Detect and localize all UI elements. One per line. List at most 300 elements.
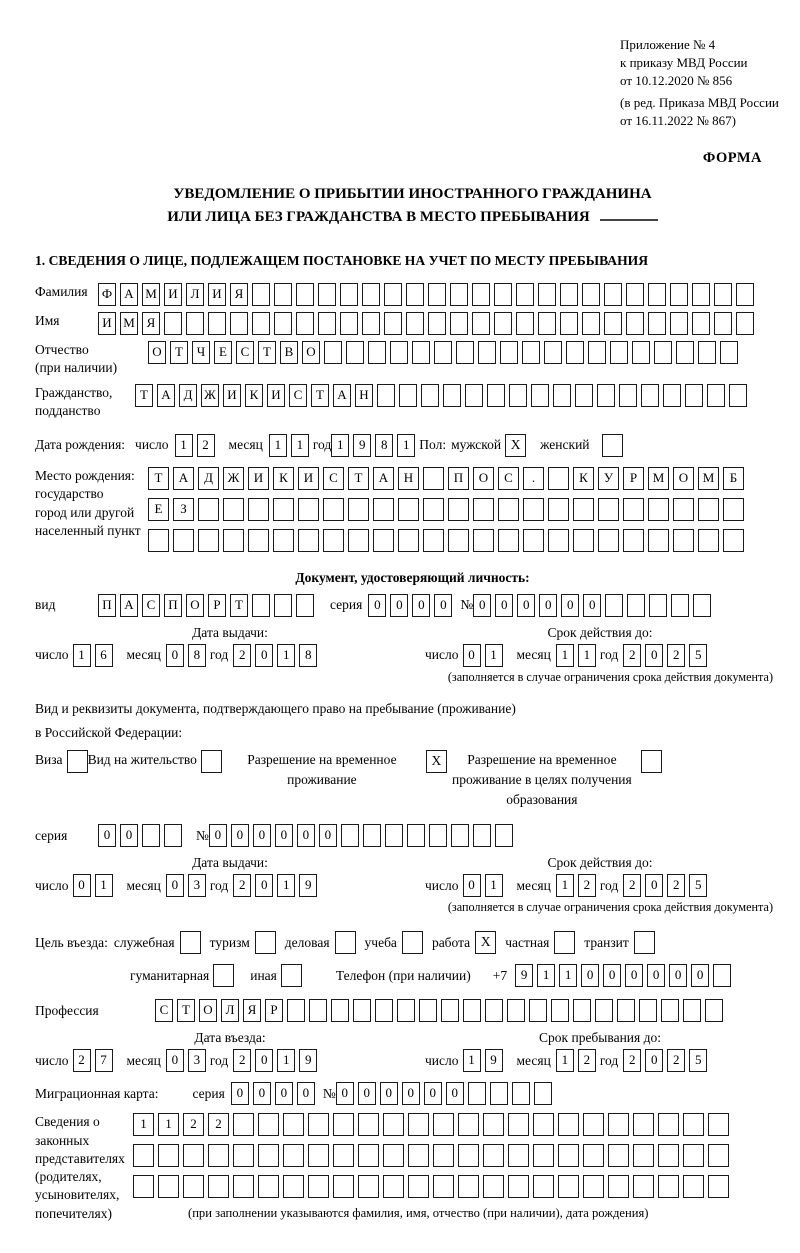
form-cell[interactable]: И [298,467,319,490]
form-cell[interactable] [274,594,292,617]
form-cell[interactable] [252,283,270,306]
form-cell[interactable]: 0 [412,594,430,617]
form-cell[interactable]: С [498,467,519,490]
form-cell[interactable]: С [155,999,173,1022]
form-cell[interactable]: 0 [495,594,513,617]
form-cell[interactable] [223,498,244,521]
form-cell[interactable]: 0 [98,824,116,847]
form-cell[interactable] [333,1144,354,1167]
form-cell[interactable]: Т [177,999,195,1022]
form-cell[interactable] [419,999,437,1022]
form-cell[interactable] [673,529,694,552]
form-cell[interactable] [658,1113,679,1136]
form-cell[interactable] [713,964,731,987]
form-cell[interactable] [708,1175,729,1198]
form-cell[interactable] [698,498,719,521]
form-cell[interactable]: 0 [645,874,663,897]
form-cell[interactable] [233,1144,254,1167]
form-cell[interactable] [133,1175,154,1198]
form-cell[interactable] [428,312,446,335]
form-cell[interactable] [463,999,481,1022]
form-cell[interactable] [362,312,380,335]
form-cell[interactable]: Д [179,384,197,407]
form-cell[interactable] [498,529,519,552]
form-cell[interactable]: Т [311,384,329,407]
purpose-item-checkbox[interactable] [634,931,655,954]
form-cell[interactable] [433,1113,454,1136]
form-cell[interactable]: 0 [358,1082,376,1105]
form-cell[interactable] [230,312,248,335]
form-cell[interactable] [582,312,600,335]
form-cell[interactable] [683,1144,704,1167]
form-cell[interactable] [736,312,754,335]
form-cell[interactable] [407,824,425,847]
form-cell[interactable] [198,498,219,521]
form-cell[interactable]: А [120,283,138,306]
form-cell[interactable] [723,498,744,521]
form-cell[interactable]: О [148,341,166,364]
form-cell[interactable] [341,824,359,847]
form-cell[interactable]: У [598,467,619,490]
form-cell[interactable]: 9 [515,964,533,987]
form-cell[interactable] [683,1175,704,1198]
form-cell[interactable] [308,1144,329,1167]
form-cell[interactable] [529,999,547,1022]
form-cell[interactable]: 0 [336,1082,354,1105]
form-cell[interactable]: 0 [297,824,315,847]
form-cell[interactable] [683,1113,704,1136]
form-cell[interactable]: 2 [623,874,641,897]
form-cell[interactable]: 0 [166,644,184,667]
form-cell[interactable] [573,529,594,552]
form-cell[interactable] [633,1144,654,1167]
form-cell[interactable] [516,283,534,306]
form-cell[interactable]: К [245,384,263,407]
form-cell[interactable]: Ж [223,467,244,490]
form-cell[interactable] [208,1175,229,1198]
stay-doc-type-checkbox[interactable] [67,750,88,773]
form-cell[interactable]: 0 [319,824,337,847]
form-cell[interactable] [183,1175,204,1198]
form-cell[interactable] [340,283,358,306]
form-cell[interactable] [183,1144,204,1167]
purpose-item-checkbox[interactable] [180,931,201,954]
form-cell[interactable]: И [98,312,116,335]
form-cell[interactable]: 9 [299,1049,317,1072]
form-cell[interactable] [498,498,519,521]
form-cell[interactable] [358,1144,379,1167]
form-cell[interactable] [186,312,204,335]
form-cell[interactable] [558,1113,579,1136]
form-cell[interactable] [258,1113,279,1136]
form-cell[interactable]: Я [243,999,261,1022]
form-cell[interactable]: 1 [133,1113,154,1136]
form-cell[interactable] [398,529,419,552]
form-cell[interactable]: 1 [95,874,113,897]
form-cell[interactable]: Я [142,312,160,335]
form-cell[interactable] [729,384,747,407]
form-cell[interactable]: 1 [397,434,415,457]
form-cell[interactable] [283,1113,304,1136]
form-cell[interactable]: 0 [253,824,271,847]
form-cell[interactable] [248,529,269,552]
form-cell[interactable] [318,283,336,306]
form-cell[interactable] [533,1144,554,1167]
form-cell[interactable]: 1 [331,434,349,457]
form-cell[interactable] [373,529,394,552]
form-cell[interactable] [421,384,439,407]
purpose-item-checkbox[interactable] [335,931,356,954]
form-cell[interactable]: 1 [158,1113,179,1136]
form-cell[interactable] [509,384,527,407]
form-cell[interactable] [705,999,723,1022]
form-cell[interactable] [632,341,650,364]
form-cell[interactable]: 1 [277,1049,295,1072]
form-cell[interactable]: 1 [463,1049,481,1072]
form-cell[interactable] [390,341,408,364]
form-cell[interactable]: 0 [380,1082,398,1105]
form-cell[interactable] [608,1175,629,1198]
form-cell[interactable]: 0 [463,644,481,667]
form-cell[interactable]: 0 [645,644,663,667]
form-cell[interactable] [406,283,424,306]
form-cell[interactable] [658,1175,679,1198]
form-cell[interactable] [468,1082,486,1105]
form-cell[interactable]: И [208,283,226,306]
form-cell[interactable] [333,1175,354,1198]
form-cell[interactable] [383,1175,404,1198]
form-cell[interactable] [472,312,490,335]
form-cell[interactable]: 0 [424,1082,442,1105]
form-cell[interactable] [133,1144,154,1167]
form-cell[interactable] [398,498,419,521]
form-cell[interactable] [595,999,613,1022]
form-cell[interactable] [639,999,657,1022]
form-cell[interactable]: О [186,594,204,617]
form-cell[interactable]: 0 [581,964,599,987]
form-cell[interactable] [363,824,381,847]
form-cell[interactable] [626,283,644,306]
form-cell[interactable] [608,1113,629,1136]
form-cell[interactable]: 2 [578,874,596,897]
form-cell[interactable] [273,498,294,521]
form-cell[interactable]: 0 [625,964,643,987]
form-cell[interactable] [648,312,666,335]
form-cell[interactable]: С [323,467,344,490]
form-cell[interactable] [619,384,637,407]
form-cell[interactable] [516,312,534,335]
form-cell[interactable] [428,283,446,306]
form-cell[interactable] [698,529,719,552]
form-cell[interactable] [683,999,701,1022]
form-cell[interactable]: 1 [578,644,596,667]
form-cell[interactable] [512,1082,530,1105]
form-cell[interactable] [323,529,344,552]
form-cell[interactable]: Т [348,467,369,490]
form-cell[interactable]: 1 [556,874,574,897]
form-cell[interactable] [233,1175,254,1198]
form-cell[interactable] [473,498,494,521]
stay-doc-type-checkbox[interactable]: X [426,750,447,773]
form-cell[interactable] [508,1175,529,1198]
form-cell[interactable] [408,1144,429,1167]
form-cell[interactable] [507,999,525,1022]
form-cell[interactable] [450,312,468,335]
form-cell[interactable]: М [648,467,669,490]
form-cell[interactable] [448,529,469,552]
form-cell[interactable] [158,1144,179,1167]
form-cell[interactable]: 1 [269,434,287,457]
form-cell[interactable] [566,341,584,364]
form-cell[interactable]: 2 [233,874,251,897]
form-cell[interactable] [348,498,369,521]
purpose-item-checkbox[interactable]: X [475,931,496,954]
form-cell[interactable] [433,1144,454,1167]
form-cell[interactable]: Р [623,467,644,490]
form-cell[interactable]: 0 [166,874,184,897]
form-cell[interactable] [423,529,444,552]
form-cell[interactable] [483,1175,504,1198]
form-cell[interactable]: Н [398,467,419,490]
form-cell[interactable]: А [373,467,394,490]
form-cell[interactable] [274,283,292,306]
form-cell[interactable]: 2 [667,1049,685,1072]
form-cell[interactable] [252,594,270,617]
form-cell[interactable] [258,1175,279,1198]
form-cell[interactable]: О [473,467,494,490]
form-cell[interactable]: Е [148,498,169,521]
form-cell[interactable]: Р [208,594,226,617]
form-cell[interactable]: 3 [188,874,206,897]
form-cell[interactable]: М [120,312,138,335]
form-cell[interactable]: Е [214,341,232,364]
form-cell[interactable] [397,999,415,1022]
form-cell[interactable] [458,1144,479,1167]
form-cell[interactable]: П [98,594,116,617]
form-cell[interactable] [485,999,503,1022]
form-cell[interactable]: Т [258,341,276,364]
form-cell[interactable]: Т [230,594,248,617]
form-cell[interactable]: К [573,467,594,490]
form-cell[interactable] [641,384,659,407]
form-cell[interactable] [648,529,669,552]
form-cell[interactable]: Д [198,467,219,490]
form-cell[interactable] [685,384,703,407]
form-cell[interactable] [604,283,622,306]
purpose-item-checkbox[interactable] [402,931,423,954]
form-cell[interactable]: 0 [231,824,249,847]
form-cell[interactable] [676,341,694,364]
form-cell[interactable] [608,1144,629,1167]
form-cell[interactable]: 0 [253,1082,271,1105]
form-cell[interactable] [173,529,194,552]
form-cell[interactable] [692,312,710,335]
form-cell[interactable] [333,1113,354,1136]
form-cell[interactable] [383,1113,404,1136]
form-cell[interactable] [441,999,459,1022]
form-cell[interactable] [223,529,244,552]
form-cell[interactable] [623,529,644,552]
form-cell[interactable] [324,341,342,364]
form-cell[interactable]: 0 [691,964,709,987]
form-cell[interactable] [456,341,474,364]
form-cell[interactable]: 1 [277,874,295,897]
form-cell[interactable] [346,341,364,364]
form-cell[interactable] [373,498,394,521]
form-cell[interactable] [523,498,544,521]
form-cell[interactable]: Ф [98,283,116,306]
form-cell[interactable]: И [164,283,182,306]
form-cell[interactable] [348,529,369,552]
form-cell[interactable]: В [280,341,298,364]
form-cell[interactable]: С [236,341,254,364]
form-cell[interactable] [443,384,461,407]
form-cell[interactable]: А [120,594,138,617]
form-cell[interactable]: Ч [192,341,210,364]
form-cell[interactable] [408,1113,429,1136]
form-cell[interactable]: 0 [645,1049,663,1072]
form-cell[interactable] [308,1113,329,1136]
form-cell[interactable] [523,529,544,552]
form-cell[interactable]: Т [135,384,153,407]
form-cell[interactable] [406,312,424,335]
form-cell[interactable] [296,312,314,335]
form-cell[interactable] [626,312,644,335]
form-cell[interactable] [673,498,694,521]
form-cell[interactable]: 6 [95,644,113,667]
form-cell[interactable]: 2 [623,644,641,667]
form-cell[interactable]: 2 [667,874,685,897]
form-cell[interactable] [548,529,569,552]
form-cell[interactable] [429,824,447,847]
form-cell[interactable]: 0 [473,594,491,617]
form-cell[interactable] [323,498,344,521]
form-cell[interactable]: 0 [275,824,293,847]
form-cell[interactable]: 0 [463,874,481,897]
form-cell[interactable]: 3 [188,1049,206,1072]
form-cell[interactable]: А [157,384,175,407]
purpose-item-checkbox[interactable] [255,931,276,954]
form-cell[interactable]: 0 [603,964,621,987]
form-cell[interactable] [340,312,358,335]
form-cell[interactable] [274,312,292,335]
form-cell[interactable] [548,498,569,521]
form-cell[interactable]: 1 [537,964,555,987]
form-cell[interactable] [399,384,417,407]
form-cell[interactable] [308,1175,329,1198]
form-cell[interactable] [494,312,512,335]
form-cell[interactable]: 2 [73,1049,91,1072]
form-cell[interactable] [714,312,732,335]
form-cell[interactable]: И [223,384,241,407]
form-cell[interactable]: И [248,467,269,490]
form-cell[interactable]: Ж [201,384,219,407]
form-cell[interactable] [714,283,732,306]
form-cell[interactable]: К [273,467,294,490]
form-cell[interactable] [573,498,594,521]
form-cell[interactable] [298,498,319,521]
form-cell[interactable]: П [448,467,469,490]
form-cell[interactable] [558,1144,579,1167]
purpose-item-checkbox[interactable] [213,964,234,987]
form-cell[interactable]: 0 [647,964,665,987]
form-cell[interactable] [648,498,669,521]
form-cell[interactable]: 0 [255,644,273,667]
form-cell[interactable]: И [267,384,285,407]
form-cell[interactable]: 2 [233,644,251,667]
form-cell[interactable]: 2 [233,1049,251,1072]
form-cell[interactable]: 2 [578,1049,596,1072]
form-cell[interactable]: 0 [539,594,557,617]
form-cell[interactable]: Н [355,384,373,407]
form-cell[interactable] [483,1113,504,1136]
form-cell[interactable] [582,283,600,306]
form-cell[interactable] [633,1113,654,1136]
form-cell[interactable]: О [302,341,320,364]
form-cell[interactable]: 1 [485,874,503,897]
form-cell[interactable] [412,341,430,364]
form-cell[interactable] [538,312,556,335]
form-cell[interactable] [433,1175,454,1198]
form-cell[interactable] [148,529,169,552]
form-cell[interactable] [583,1113,604,1136]
form-cell[interactable] [533,1175,554,1198]
form-cell[interactable] [377,384,395,407]
form-cell[interactable] [522,341,540,364]
form-cell[interactable] [358,1113,379,1136]
sex-male-checkbox[interactable]: X [505,434,526,457]
form-cell[interactable]: 0 [583,594,601,617]
form-cell[interactable]: 9 [353,434,371,457]
form-cell[interactable]: Я [230,283,248,306]
form-cell[interactable]: Т [148,467,169,490]
form-cell[interactable]: 0 [166,1049,184,1072]
form-cell[interactable]: 0 [255,1049,273,1072]
form-cell[interactable] [423,498,444,521]
form-cell[interactable] [478,341,496,364]
form-cell[interactable] [560,283,578,306]
form-cell[interactable] [198,529,219,552]
form-cell[interactable] [551,999,569,1022]
form-cell[interactable] [458,1113,479,1136]
form-cell[interactable]: С [289,384,307,407]
form-cell[interactable]: 9 [485,1049,503,1072]
form-cell[interactable]: З [173,498,194,521]
form-cell[interactable] [720,341,738,364]
form-cell[interactable]: 5 [689,1049,707,1072]
form-cell[interactable] [465,384,483,407]
form-cell[interactable] [258,1144,279,1167]
form-cell[interactable] [158,1175,179,1198]
form-cell[interactable]: С [142,594,160,617]
form-cell[interactable] [708,1144,729,1167]
form-cell[interactable] [248,498,269,521]
form-cell[interactable] [309,999,327,1022]
form-cell[interactable] [362,283,380,306]
form-cell[interactable] [448,498,469,521]
form-cell[interactable]: 5 [689,644,707,667]
form-cell[interactable]: 2 [208,1113,229,1136]
form-cell[interactable]: 0 [120,824,138,847]
form-cell[interactable] [353,999,371,1022]
form-cell[interactable] [208,1144,229,1167]
purpose-item-checkbox[interactable] [281,964,302,987]
form-cell[interactable] [252,312,270,335]
form-cell[interactable] [736,283,754,306]
form-cell[interactable]: О [673,467,694,490]
form-cell[interactable] [494,283,512,306]
form-cell[interactable] [368,341,386,364]
